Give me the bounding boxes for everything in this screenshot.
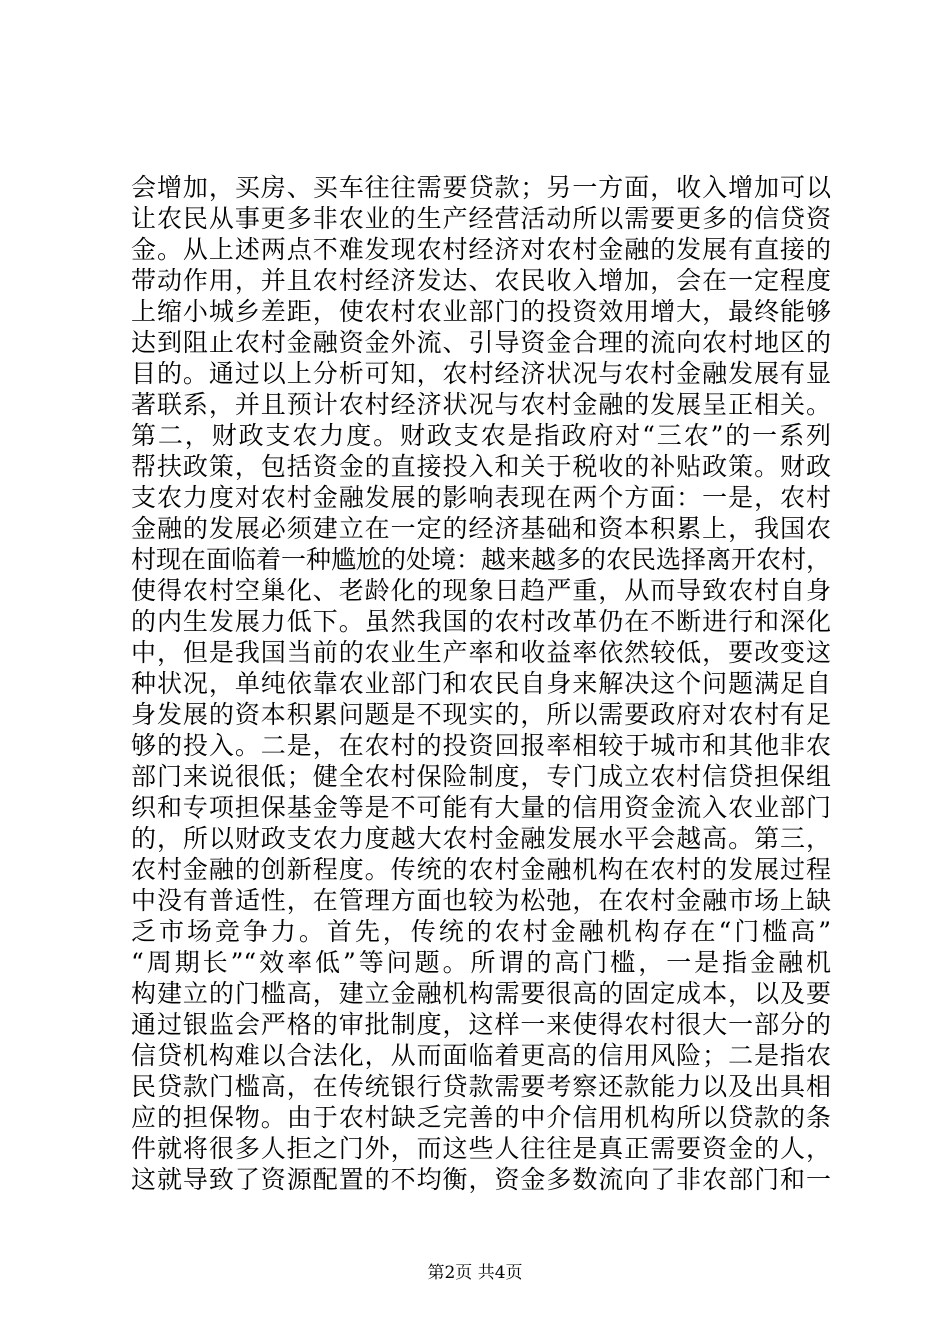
text-line: 农村金融的创新程度。传统的农村金融机构在农村的发展过程	[131, 855, 831, 884]
text-line: 乏市场竞争力。首先，传统的农村金融机构存在“门槛高”	[131, 917, 831, 946]
text-line: “周期长”“效率低”等问题。所谓的高门槛，一是指金融机	[131, 948, 831, 977]
page-footer: 第2页 共4页	[427, 1263, 523, 1283]
text-line: 应的担保物。由于农村缺乏完善的中介信用机构所以贷款的条	[131, 1103, 831, 1132]
text-line: 的，所以财政支农力度越大农村金融发展水平会越高。第三，	[131, 824, 831, 853]
text-line: 使得农村空巢化、老龄化的现象日趋严重，从而导致农村自身	[131, 576, 831, 605]
text-line: 信贷机构难以合法化，从而面临着更高的信用风险；二是指农	[131, 1041, 831, 1070]
text-line: 金融的发展必须建立在一定的经济基础和资本积累上，我国农	[131, 514, 831, 543]
text-line: 种状况，单纯依靠农业部门和农民自身来解决这个问题满足自	[131, 669, 831, 698]
text-line: 构建立的门槛高，建立金融机构需要很高的固定成本，以及要	[131, 979, 831, 1008]
body-text	[131, 172, 831, 1195]
text-line: 部门来说很低；健全农村保险制度，专门成立农村信贷担保组	[131, 762, 831, 791]
text-line: 村现在面临着一种尴尬的处境：越来越多的农民选择离开农村，	[131, 545, 832, 574]
text-line: 中，但是我国当前的农业生产率和收益率依然较低，要改变这	[131, 638, 831, 667]
text-line: 让农民从事更多非农业的生产经营活动所以需要更多的信贷资	[131, 204, 831, 233]
text-line: 的内生发展力低下。虽然我国的农村改革仍在不断进行和深化	[131, 607, 831, 636]
text-line: 目的。通过以上分析可知，农村经济状况与农村金融发展有显	[131, 359, 831, 388]
text-line: 件就将很多人拒之门外，而这些人往往是真正需要资金的人，	[131, 1134, 831, 1163]
text-line: 带动作用，并且农村经济发达、农民收入增加，会在一定程度	[131, 266, 831, 295]
text-line: 身发展的资本积累问题是不现实的，所以需要政府对农村有足	[131, 700, 831, 729]
text-line: 会增加，买房、买车往往需要贷款；另一方面，收入增加可以	[131, 173, 831, 202]
text-line: 织和专项担保基金等是不可能有大量的信用资金流入农业部门	[131, 793, 831, 822]
text-line: 金。从上述两点不难发现农村经济对农村金融的发展有直接的	[131, 235, 831, 264]
text-line: 上缩小城乡差距，使农村农业部门的投资效用增大，最终能够	[131, 297, 831, 326]
text-line: 著联系，并且预计农村经济状况与农村金融的发展呈正相关。	[131, 390, 831, 419]
text-line: 通过银监会严格的审批制度，这样一来使得农村很大一部分的	[131, 1010, 831, 1039]
text-line: 民贷款门槛高，在传统银行贷款需要考察还款能力以及出具相	[131, 1072, 831, 1101]
text-line: 支农力度对农村金融发展的影响表现在两个方面：一是，农村	[131, 483, 831, 512]
text-line: 帮扶政策，包括资金的直接投入和关于税收的补贴政策。财政	[131, 452, 831, 481]
text-line: 这就导致了资源配置的不均衡，资金多数流向了非农部门和一	[131, 1165, 831, 1194]
text-line: 第二，财政支农力度。财政支农是指政府对“三农”的一系列	[131, 421, 831, 450]
text-line: 达到阻止农村金融资金外流、引导资金合理的流向农村地区的	[131, 328, 831, 357]
text-line: 够的投入。二是，在农村的投资回报率相较于城市和其他非农	[131, 731, 831, 760]
text-line: 中没有普适性，在管理方面也较为松弛，在农村金融市场上缺	[131, 886, 831, 915]
